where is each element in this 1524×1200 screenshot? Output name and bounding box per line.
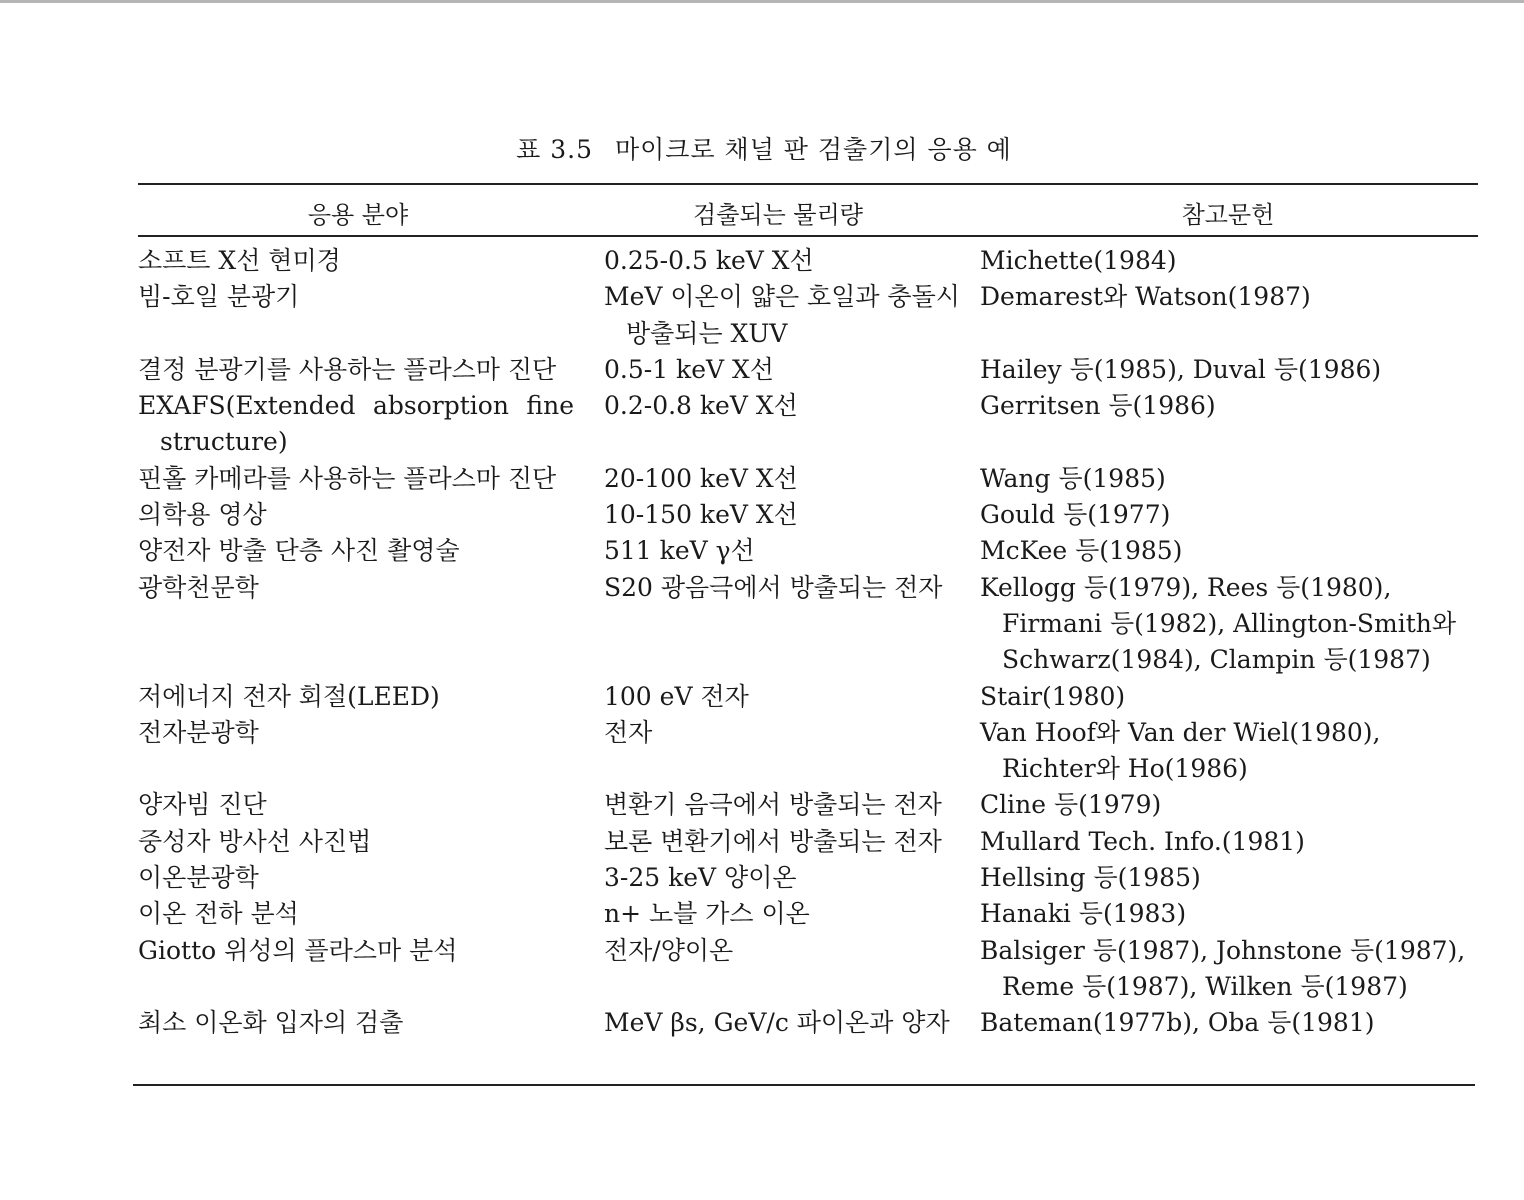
- table-row: [138, 787, 1478, 823]
- header-application: 응용 분야: [307, 201, 409, 229]
- table-row: [138, 933, 1478, 1006]
- table-row: [138, 533, 1478, 569]
- cell-quantity: 100 eV 전자: [604, 681, 749, 711]
- cell-quantity: 3-25 keV 양이온: [604, 863, 797, 893]
- cell-quantity: n+ 노블 가스 이온: [604, 899, 810, 929]
- cell-quantity: MeV 이온이 얇은 호일과 충돌시 방출되는 XUV: [604, 282, 960, 348]
- table-bottom-rule: [133, 1084, 1475, 1086]
- cell-quantity: 10-150 keV X선: [604, 500, 798, 530]
- cell-reference: Michette(1984): [980, 246, 1177, 275]
- cell-reference: Balsiger 등(1987), Johnstone 등(1987), Reme 등(1987), Wilken 등(1987): [980, 935, 1466, 1001]
- table-row: [138, 497, 1478, 533]
- cell-reference: Gerritsen 등(1986): [980, 391, 1216, 421]
- cell-reference: Van Hoof와 Van der Wiel(1980), Richter와 Ho(1986): [980, 717, 1381, 784]
- cell-quantity: 511 keV γ선: [604, 536, 755, 566]
- cell-quantity: 전자/양이온: [604, 935, 734, 965]
- cell-application: 최소 이온화 입자의 검출: [138, 1008, 404, 1038]
- table-row: [138, 461, 1478, 497]
- cell-application: 중성자 방사선 사진법: [138, 826, 372, 856]
- cell-application: 양전자 방출 단층 사진 촬영술: [138, 536, 460, 566]
- cell-quantity: S20 광음극에서 방출되는 전자: [604, 572, 943, 602]
- cell-quantity: 0.2-0.8 keV X선: [604, 391, 798, 421]
- cell-reference: Kellogg 등(1979), Rees 등(1980), Firmani 등(1982), Allington-Smith와 Schwarz(1984), Clampin 등(1987): [980, 572, 1457, 675]
- cell-application: 소프트 X선 현미경: [138, 246, 341, 275]
- cell-application: 의학용 영상: [138, 500, 267, 530]
- cell-application: 빔-호일 분광기: [138, 282, 300, 312]
- cell-reference: McKee 등(1985): [980, 536, 1183, 566]
- cell-application: 양자빔 진단: [138, 790, 267, 820]
- cell-reference: Hellsing 등(1985): [980, 863, 1201, 893]
- cell-reference: Mullard Tech. Info.(1981): [980, 826, 1305, 856]
- cell-application: 전자분광학: [138, 717, 259, 747]
- cell-reference: Bateman(1977b), Oba 등(1981): [980, 1008, 1375, 1038]
- cell-application: 이온 전하 분석: [138, 899, 299, 929]
- table-header: [138, 185, 1478, 235]
- cell-quantity: 20-100 keV X선: [604, 463, 798, 493]
- header-quantity: 검출되는 물리량: [693, 201, 863, 229]
- table-row: [138, 570, 1478, 679]
- cell-reference: Gould 등(1977): [980, 500, 1171, 530]
- cell-application: EXAFS(Extended absorption fine structure): [138, 391, 574, 457]
- table-title: 마이크로 채널 판 검출기의 응용 예: [615, 135, 1012, 164]
- table-number: 표 3.5: [516, 135, 593, 164]
- table-caption: [0, 130, 1524, 166]
- cell-application: 핀홀 카메라를 사용하는 플라스마 진단: [138, 463, 557, 493]
- table-row: [138, 715, 1478, 788]
- table-row: [138, 679, 1478, 715]
- cell-reference: Hanaki 등(1983): [980, 899, 1187, 929]
- table-row: [138, 896, 1478, 932]
- cell-application: 이온분광학: [138, 863, 259, 893]
- cell-application: 결정 분광기를 사용하는 플라스마 진단: [138, 354, 557, 384]
- table-row: [138, 279, 1478, 352]
- cell-application: 저에너지 전자 회절(LEED): [138, 681, 440, 711]
- application-table: [138, 183, 1478, 1050]
- cell-reference: Demarest와 Watson(1987): [980, 282, 1311, 312]
- table-row: [138, 1005, 1478, 1041]
- cell-reference: Cline 등(1979): [980, 790, 1162, 820]
- cell-reference: Wang 등(1985): [980, 463, 1166, 493]
- cell-application: 광학천문학: [138, 572, 259, 602]
- table-body: [138, 237, 1478, 1050]
- cell-quantity: 보론 변환기에서 방출되는 전자: [604, 826, 942, 856]
- cell-quantity: 0.5-1 keV X선: [604, 354, 774, 384]
- header-reference: 참고문헌: [1181, 201, 1275, 229]
- cell-reference: Stair(1980): [980, 681, 1126, 711]
- cell-reference: Hailey 등(1985), Duval 등(1986): [980, 354, 1382, 384]
- cell-quantity: 0.25-0.5 keV X선: [604, 246, 814, 275]
- top-border: [0, 0, 1524, 3]
- cell-quantity: 전자: [604, 717, 653, 747]
- cell-quantity: 변환기 음극에서 방출되는 전자: [604, 790, 942, 820]
- table-row: [138, 824, 1478, 860]
- cell-quantity: MeV βs, GeV/c 파이온과 양자: [604, 1008, 950, 1038]
- table-row: [138, 388, 1478, 461]
- cell-application: Giotto 위성의 플라스마 분석: [138, 935, 458, 965]
- table-row: [138, 243, 1478, 279]
- table-row: [138, 860, 1478, 896]
- table-row: [138, 352, 1478, 388]
